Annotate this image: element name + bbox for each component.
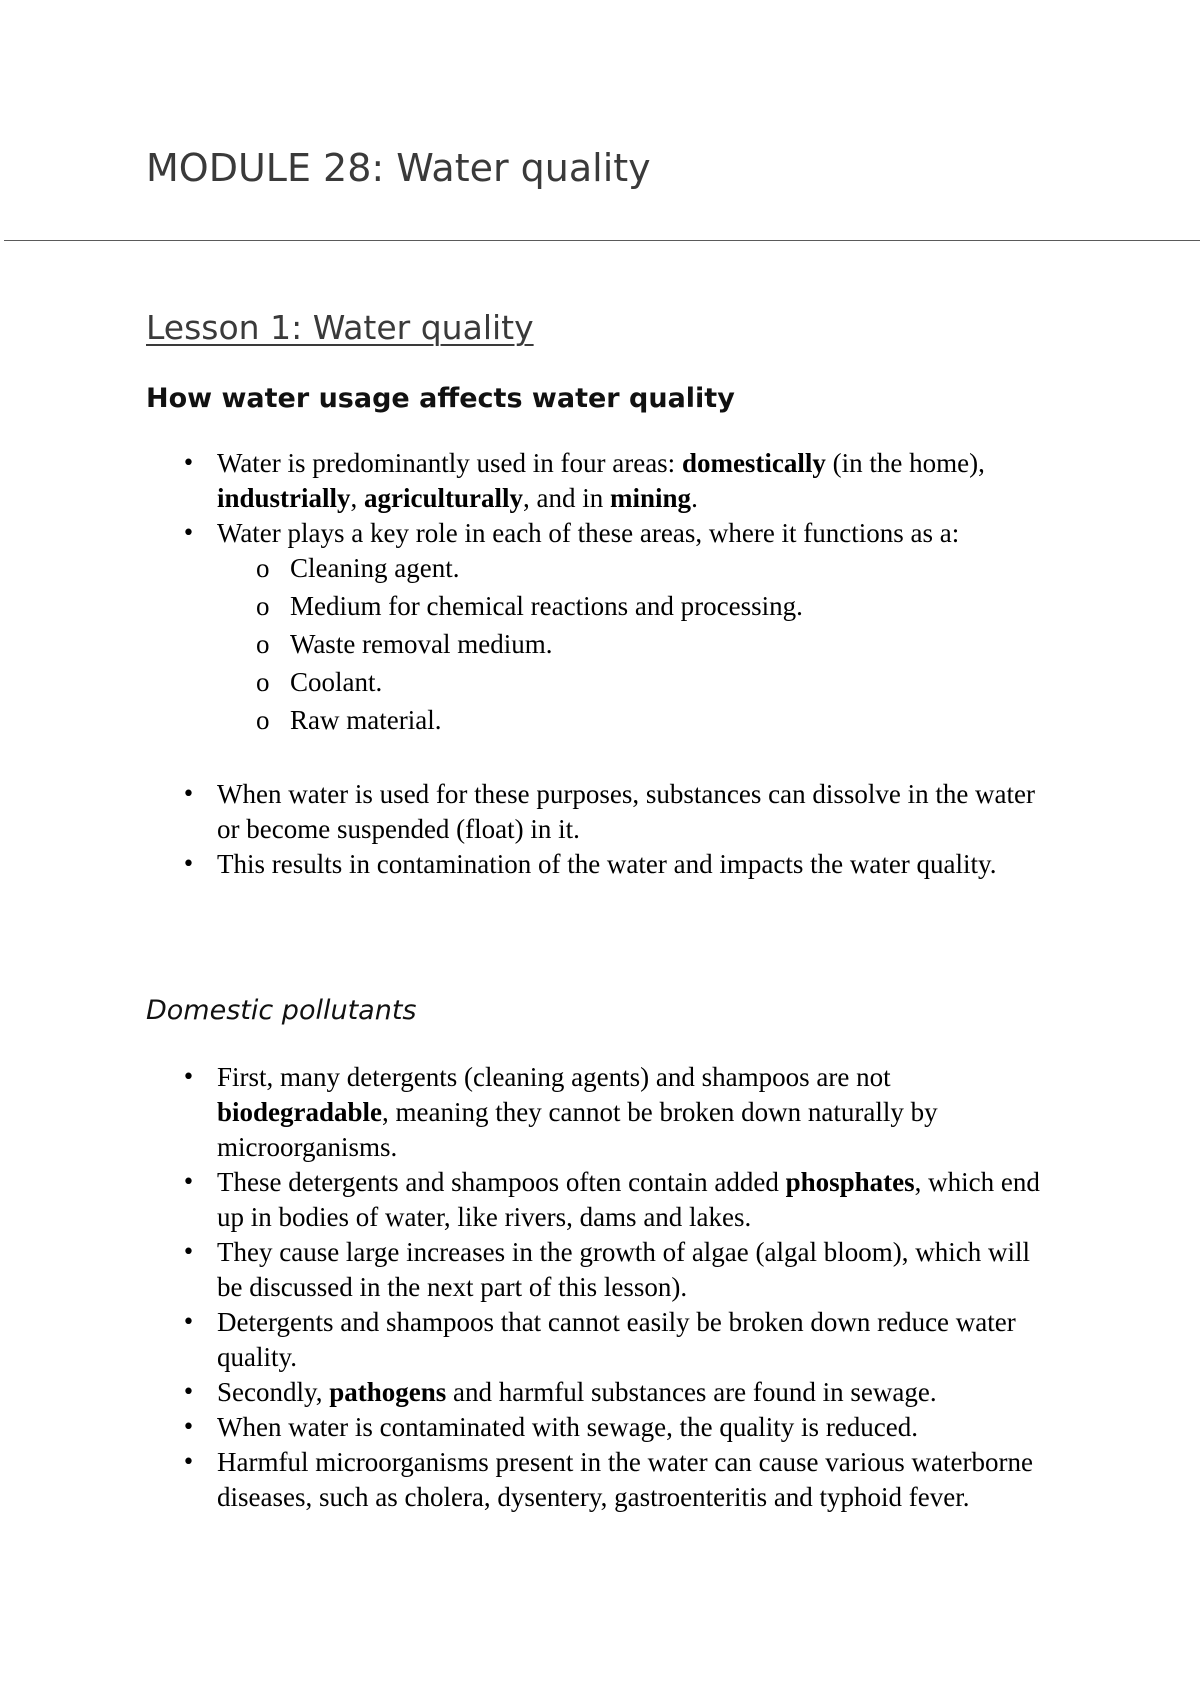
bullet-item <box>0 1165 1057 1235</box>
lesson-title: Lesson 1: Water quality <box>146 308 534 347</box>
bullet-text: Water plays a key role in each of these areas, where it functions as a: <box>217 518 960 548</box>
bullet-text: , <box>350 483 365 513</box>
bullet-item: • When water is used for these purposes, substances can dissolve in the water or become suspended (float) in it. <box>0 777 1057 847</box>
bold-term: phosphates <box>785 1167 915 1197</box>
bullet-text: These detergents and shampoos often contain added <box>217 1167 786 1197</box>
contamination-bullet-list <box>0 777 1057 882</box>
sub-list-item: o Raw material. <box>217 703 1057 738</box>
bullet-item <box>0 446 1057 516</box>
bullet-text: First, many detergents (cleaning agents) and shampoos are not <box>217 1062 891 1092</box>
bold-term: industrially <box>217 483 351 513</box>
domestic-pollutants-list <box>0 1060 1057 1515</box>
bullet-text: , and in <box>523 483 611 513</box>
bullet-item <box>0 516 1057 738</box>
bold-term: biodegradable <box>217 1097 383 1127</box>
bullet-item: • Detergents and shampoos that cannot easily be broken down reduce water quality. <box>0 1305 1057 1375</box>
usage-bullet-list <box>0 446 1057 741</box>
title-divider <box>4 240 1200 241</box>
bullet-text: Water is predominantly used in four areas: <box>217 448 682 478</box>
bullet-text: . <box>691 483 698 513</box>
bold-term: mining <box>610 483 692 513</box>
bullet-item: • When water is contaminated with sewage, the quality is reduced. <box>0 1410 1057 1445</box>
sub-list-item: o Waste removal medium. <box>217 627 1057 662</box>
bullet-item <box>0 1060 1057 1165</box>
bullet-text: (in the home), <box>825 448 985 478</box>
bullet-item: • They cause large increases in the growth of algae (algal bloom), which will be discussed in the next part of this lesson). <box>0 1235 1057 1305</box>
bullet-text: , meaning they cannot be broken down naturally by microorganisms. <box>217 1097 938 1162</box>
bullet-item <box>0 1375 1057 1410</box>
bullet-item: • This results in contamination of the water and impacts the water quality. <box>0 847 1057 882</box>
bold-term: domestically <box>681 448 826 478</box>
page-title: MODULE 28: Water quality <box>146 146 651 190</box>
bullet-item: • Harmful microorganisms present in the water can cause various waterborne diseases, such as cholera, dysentery, gastroenteritis and typhoid fever. <box>0 1445 1057 1515</box>
bullet-text: Secondly, <box>217 1377 330 1407</box>
sub-list-item: o Coolant. <box>217 665 1057 700</box>
function-sub-list <box>217 551 1057 738</box>
bold-term: pathogens <box>329 1377 447 1407</box>
bold-term: agriculturally <box>364 483 524 513</box>
subsection-heading: Domestic pollutants <box>146 995 417 1026</box>
bullet-text: , which end up in bodies of water, like rivers, dams and lakes. <box>217 1167 1040 1232</box>
section-heading: How water usage affects water quality <box>146 383 735 414</box>
sub-list-item: o Medium for chemical reactions and processing. <box>217 589 1057 624</box>
sub-list-item: o Cleaning agent. <box>217 551 1057 586</box>
bullet-text: and harmful substances are found in sewage. <box>446 1377 937 1407</box>
